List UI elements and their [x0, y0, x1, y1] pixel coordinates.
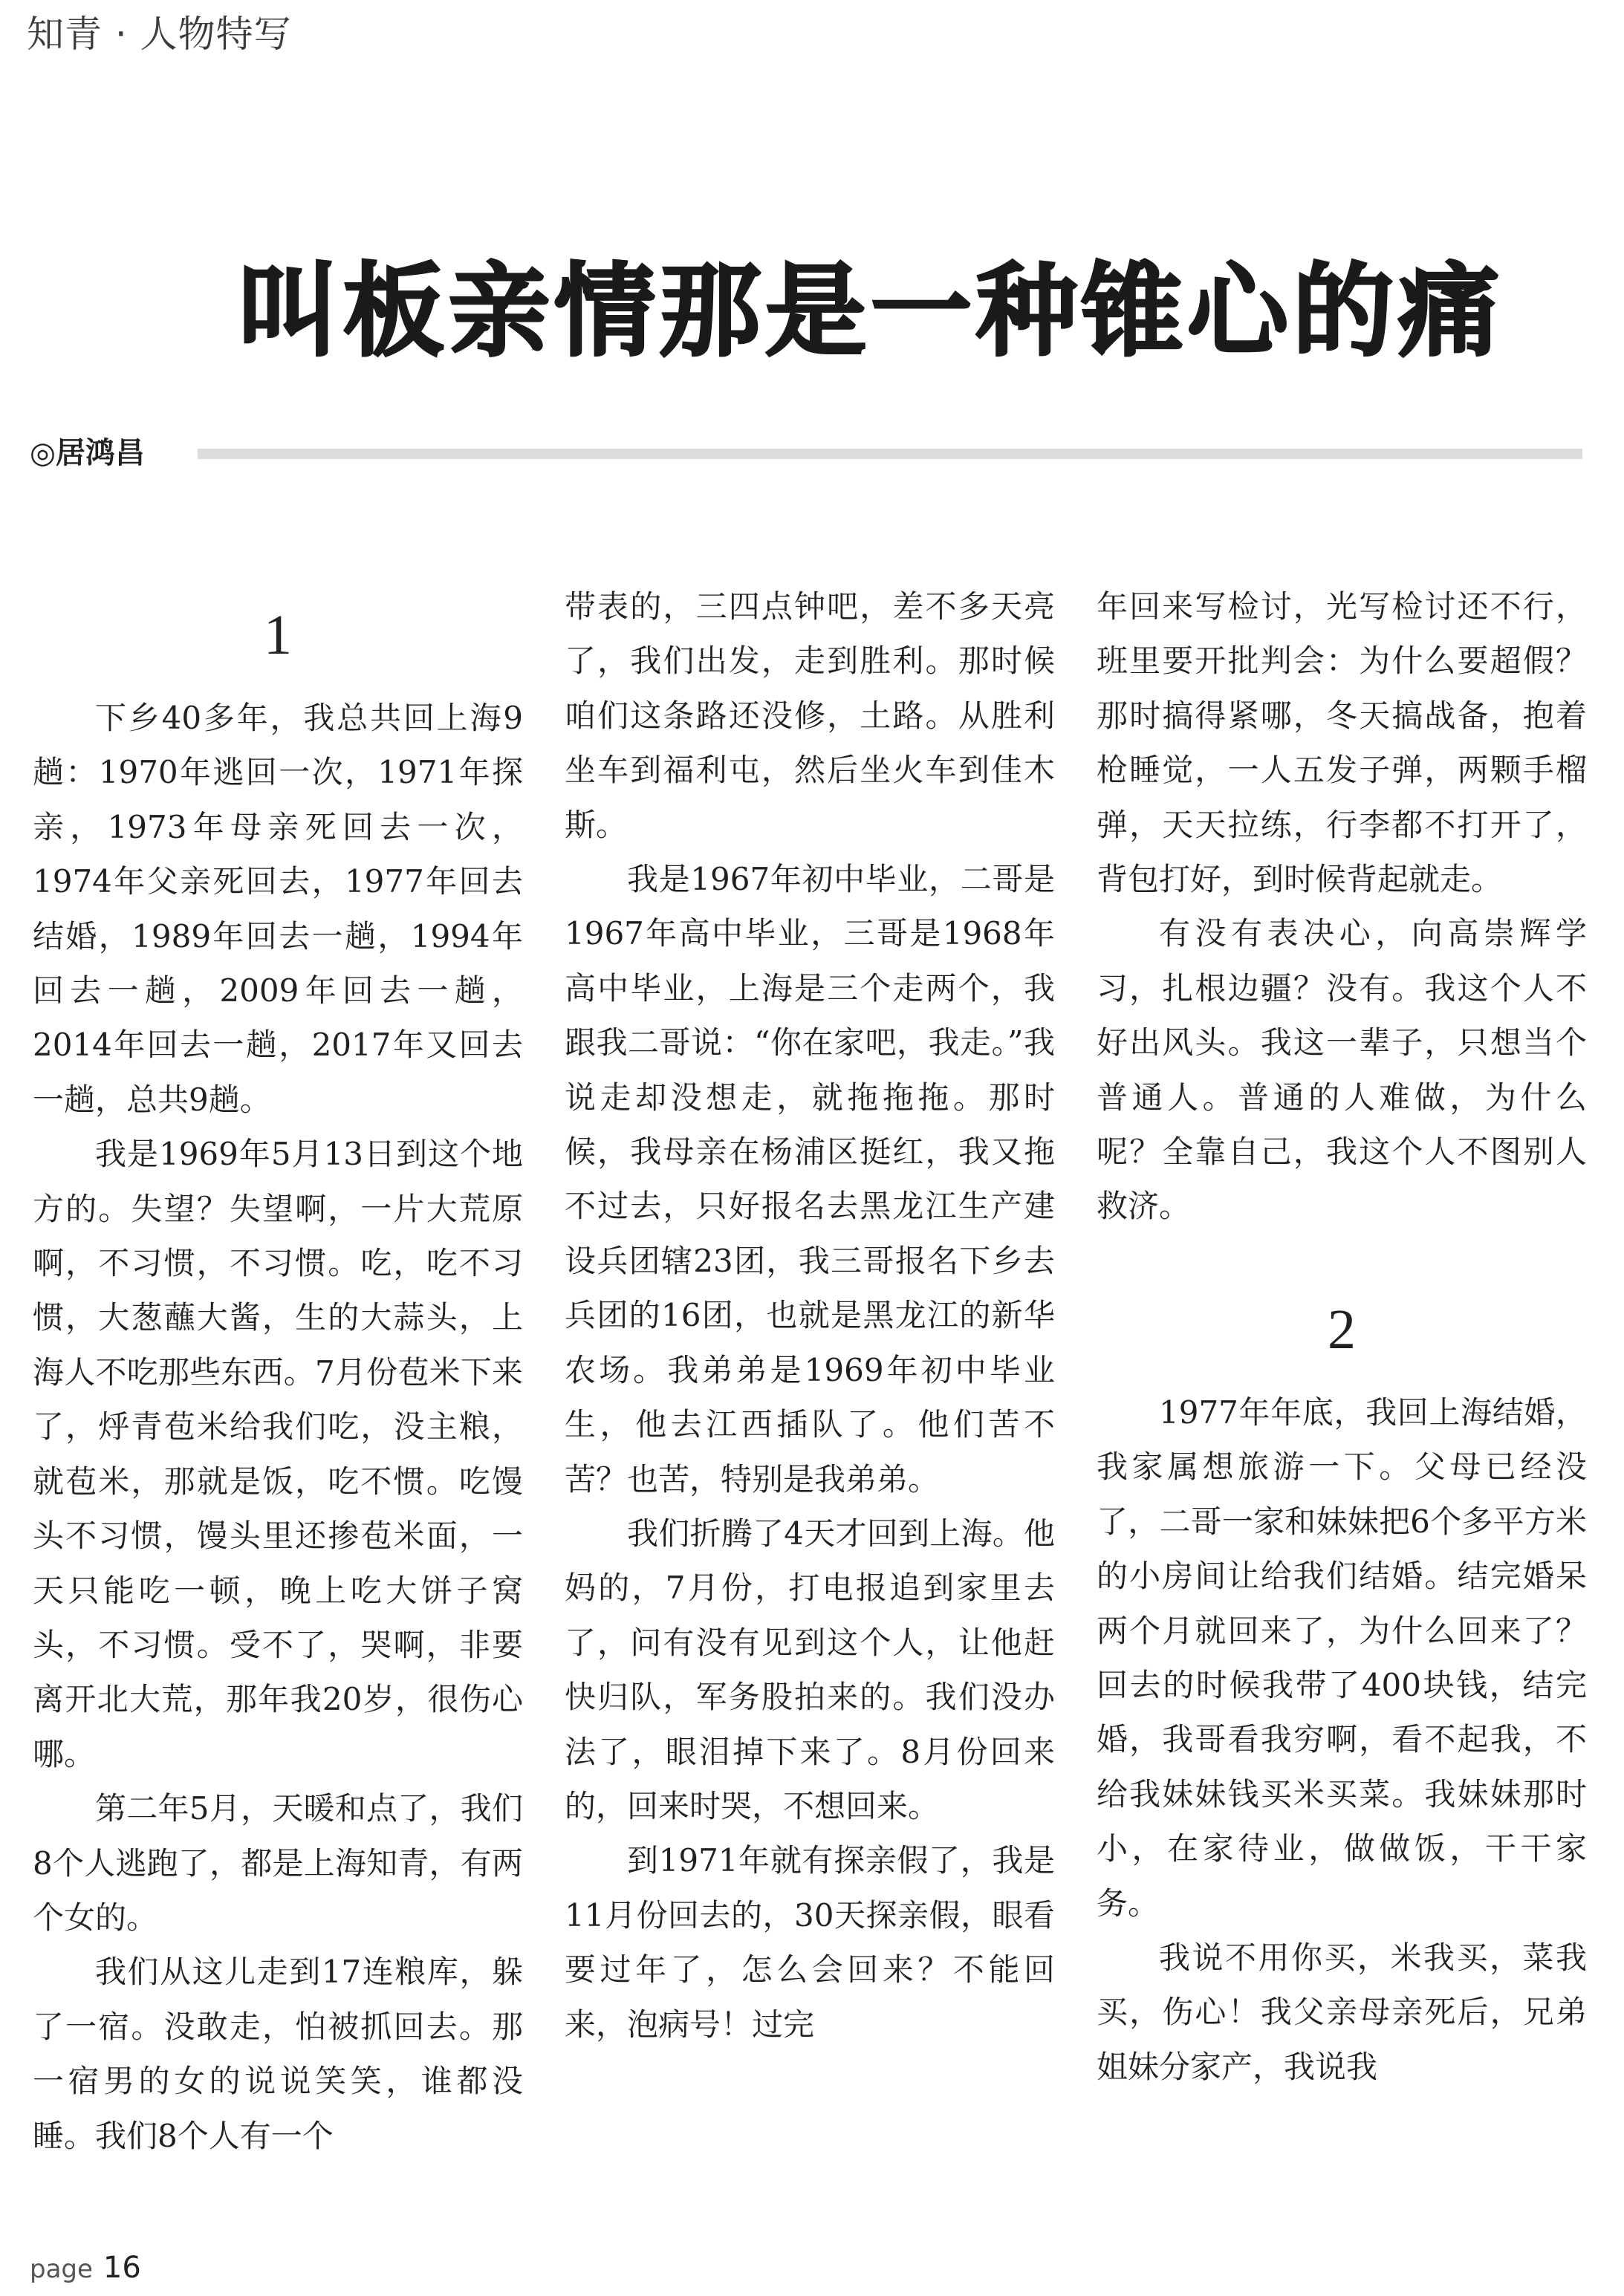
page-number: 16 — [103, 2251, 141, 2285]
section-number-1: 1 — [264, 604, 292, 666]
paragraph: 第二年5月，天暖和点了，我们8个人逃跑了，都是上海知青，有两个女的。 — [33, 1790, 523, 1936]
byline-rule — [198, 449, 1582, 459]
paragraph: 有没有表决心，向高崇辉学习，扎根边疆？没有。我这个人不好出风头。我这一辈子，只想当个普通人。普通的人难做，为什么呢？全靠自己，我这个人不图别人救济。 — [1097, 915, 1587, 1225]
paragraph: 我们从这儿走到17连粮库，躲了一宿。没敢走，怕被抓回去。那一宿男的女的说说笑笑，谁都没睡。我们8个人有一个 — [33, 1954, 523, 2154]
paragraph-continued: 年回来写检讨，光写检讨还不行，班里要开批判会：为什么要超假？那时搞得紧哪，冬天搞战备，抱着枪睡觉，一人五发子弹，两颗手榴弹，天天拉练，行李都不打开了，背包打好，到时候背起就走。 — [1097, 588, 1587, 898]
paragraph: 到1971年就有探亲假了，我是11月份回去的，30天探亲假，眼看要过年了，怎么会回来？不能回来，泡病号！过完 — [565, 1842, 1055, 2043]
paragraph: 我是1969年5月13日到这个地方的。失望？失望啊，一片大荒原啊，不习惯，不习惯。吃，吃不习惯，大葱蘸大酱，生的大蒜头，上海人不吃那些东西。7月份苞米下来了，烀青苞米给我们吃，没主粮，就苞米，那就是饭，吃不惯。吃馒头不习惯，馒头里还掺苞米面，一天只能吃一顿，晚上吃大饼子窝头，不习惯。受不了，哭啊，非要离开北大荒，那年我20岁，很伤心哪。 — [33, 1136, 523, 1772]
paragraph-continued: 带表的，三四点钟吧，差不多天亮了，我们出发，走到胜利。那时候咱们这条路还没修，土路。从胜利坐车到福利屯，然后坐火车到佳木斯。 — [565, 588, 1055, 843]
paragraph: 下乡40多年，我总共回上海9趟：1970年逃回一次，1971年探亲，1973年母亲死回去一次，1974年父亲死回去，1977年回去结婚，1989年回去一趟，1994年回去一趟，2009年回去一趟，2014年回去一趟，2017年又回去一趟，总共9趟。 — [33, 700, 523, 1118]
paragraph: 我们折腾了4天才回到上海。他妈的，7月份，打电报追到家里去了，问有没有见到这个人，让他赶快归队，军务股拍来的。我们没办法了，眼泪掉下来了。8月份回来的，回来时哭，不想回来。 — [565, 1515, 1055, 1824]
paragraph: 1977年年底，我回上海结婚，我家属想旅游一下。父母已经没了，二哥一家和妹妹把6个多平方米的小房间让给我们结婚。结完婚呆两个月就回来了，为什么回来了？回去的时候我带了400块钱，结完婚，我哥看我穷啊，看不起我，不给我妹妹钱买米买菜。我妹妹那时小，在家待业，做做饭，干干家务。 — [1097, 1393, 1587, 1922]
page-footer — [30, 2251, 141, 2285]
text-column-1 — [33, 579, 523, 2163]
paragraph: 我说不用你买，米我买，菜我买，伤心！我父亲母亲死后，兄弟姐妹分家产，我说我 — [1097, 1939, 1587, 2085]
section-label: 知青 · 人物特写 — [27, 13, 292, 56]
paragraph: 我是1967年初中毕业，二哥是1967年高中毕业，三哥是1968年高中毕业，上海是三个走两个，我跟我二哥说：“你在家吧，我走。”我说走却没想走，就拖拖拖。那时候，我母亲在杨浦区挺红，我又拖不过去，只好报名去黑龙江生产建设兵团辖23团，我三哥报名下乡去兵团的16团，也就是黑龙江的新华农场。我弟弟是1969年初中毕业生，他去江西插队了。他们苦不苦？也苦，特别是我弟弟。 — [565, 861, 1055, 1497]
page-label: page — [30, 2254, 93, 2284]
byline — [30, 429, 1582, 474]
text-column-3 — [1097, 579, 1587, 2094]
text-column-2 — [565, 579, 1055, 2052]
section-number-2: 2 — [1328, 1298, 1356, 1361]
author-name: ◎居鸿昌 — [30, 436, 145, 470]
article-title: 叫板亲情那是一种锥心的痛 — [238, 253, 1504, 371]
